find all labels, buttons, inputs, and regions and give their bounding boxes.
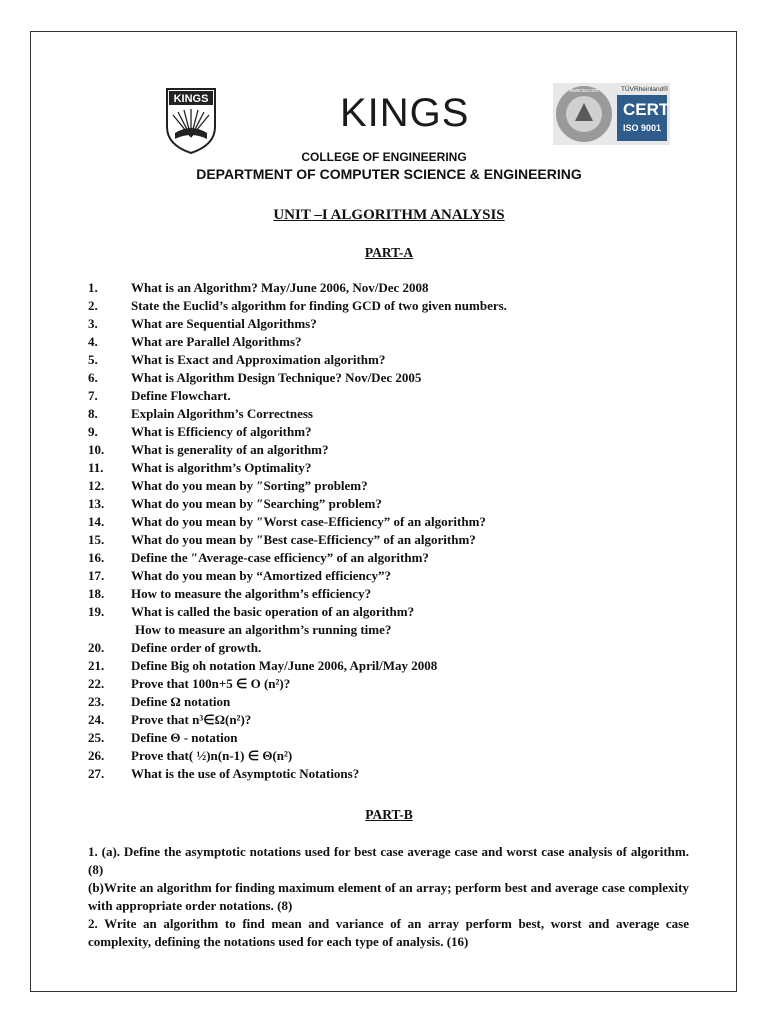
question-number: 3. — [88, 316, 98, 331]
college-title: KINGS — [340, 91, 470, 135]
question-item — [88, 405, 708, 423]
question-text: How to measure an algorithm’s running time? — [135, 622, 392, 637]
kings-logo — [165, 87, 217, 155]
question-text: What are Parallel Algorithms? — [131, 334, 302, 349]
question-number: 19. — [88, 604, 105, 619]
question-text: Explain Algorithm’s Correctness — [131, 406, 313, 421]
part-b-questions — [88, 843, 689, 951]
cert-standard: ISO 9001 — [623, 123, 662, 133]
question-item — [88, 495, 708, 513]
question-text: What do you mean by ″Best case-Efficiency” of an algorithm? — [131, 532, 476, 547]
question-item — [88, 585, 708, 603]
question-text: What is Efficiency of algorithm? — [131, 424, 312, 439]
question-number: 4. — [88, 334, 98, 349]
cert-ring-text: www.tuv.com — [569, 88, 599, 94]
question-text: Define the ″Average-case efficiency” of an algorithm? — [131, 550, 429, 565]
question-item — [88, 369, 708, 387]
question-text: What is Exact and Approximation algorithm? — [131, 352, 386, 367]
question-text: What do you mean by “Amortized efficiency”? — [131, 568, 391, 583]
question-item — [88, 693, 708, 711]
question-item — [88, 423, 708, 441]
question-item — [88, 387, 708, 405]
question-item — [88, 729, 708, 747]
college-subtitle: COLLEGE OF ENGINEERING — [301, 150, 467, 164]
question-text: What is called the basic operation of an algorithm? — [131, 604, 415, 619]
question-item — [88, 441, 708, 459]
question-number: 27. — [88, 766, 105, 781]
question-number: 22. — [88, 676, 105, 691]
question-text: Prove that n³∈Ω(n²)? — [131, 712, 252, 727]
question-text: What is the use of Asymptotic Notations? — [131, 766, 360, 781]
question-item — [88, 639, 708, 657]
question-number: 6. — [88, 370, 98, 385]
question-text: Prove that( ½)n(n-1) ∈ Θ(n²) — [131, 748, 293, 763]
logo-text: KINGS — [173, 93, 209, 105]
cert-brand: TÜVRheinland® — [621, 86, 669, 93]
cert-label: CERT — [623, 100, 670, 119]
question-text: Define order of growth. — [131, 640, 262, 655]
question-number: 20. — [88, 640, 105, 655]
question-item — [88, 351, 708, 369]
question-text: What is Algorithm Design Technique? Nov/Dec 2005 — [131, 370, 422, 385]
question-number: 21. — [88, 658, 105, 673]
question-number: 13. — [88, 496, 105, 511]
question-number: 1. — [88, 280, 98, 295]
question-text: How to measure the algorithm’s efficiency? — [131, 586, 372, 601]
question-number — [88, 621, 131, 639]
question-number: 10. — [88, 442, 105, 457]
question-text: Define Θ - notation — [131, 730, 238, 745]
question-number: 17. — [88, 568, 105, 583]
question-text: State the Euclid’s algorithm for finding GCD of two given numbers. — [131, 298, 507, 313]
question-text: What do you mean by ″Searching” problem? — [131, 496, 382, 511]
part-b-question: 1. (a). Define the asymptotic notations used for best case average case and worst case analysis of algorithm. (8) — [88, 844, 689, 877]
tuv-cert-badge — [553, 83, 670, 145]
question-text: What are Sequential Algorithms? — [131, 316, 317, 331]
part-b-question: 2. Write an algorithm to find mean and variance of an array perform best, worst and average case complexity, defining the notations used for each type of analysis. (16) — [88, 916, 689, 949]
question-item — [88, 531, 708, 549]
department-title: DEPARTMENT OF COMPUTER SCIENCE & ENGINEERING — [196, 166, 582, 182]
question-item — [88, 513, 708, 531]
question-item — [88, 279, 708, 297]
part-b-heading: PART-B — [365, 807, 413, 822]
question-number: 15. — [88, 532, 105, 547]
question-number: 8. — [88, 406, 98, 421]
part-a-question-list — [88, 279, 708, 783]
question-number: 25. — [88, 730, 105, 745]
question-number: 12. — [88, 478, 105, 493]
question-text: Define Flowchart. — [131, 388, 231, 403]
question-text: What is an Algorithm? May/June 2006, Nov/Dec 2008 — [131, 280, 429, 295]
question-number: 7. — [88, 388, 98, 403]
question-number: 26. — [88, 748, 105, 763]
question-number: 18. — [88, 586, 105, 601]
question-text: What do you mean by ″Sorting” problem? — [131, 478, 368, 493]
question-number: 16. — [88, 550, 105, 565]
question-number: 11. — [88, 460, 104, 475]
question-text: Define Big oh notation May/June 2006, April/May 2008 — [131, 658, 438, 673]
question-number: 14. — [88, 514, 105, 529]
question-number: 23. — [88, 694, 105, 709]
part-b-question: (b)Write an algorithm for finding maximum element of an array; perform best and average case complexity with appropriate order notations. (8) — [88, 880, 689, 913]
question-text: What do you mean by ″Worst case-Efficiency” of an algorithm? — [131, 514, 486, 529]
question-item — [88, 711, 708, 729]
question-item — [88, 747, 708, 765]
question-item — [88, 603, 708, 621]
question-text: What is algorithm’s Optimality? — [131, 460, 312, 475]
question-item — [88, 657, 708, 675]
question-item — [88, 549, 708, 567]
question-item — [88, 621, 708, 639]
question-item — [88, 315, 708, 333]
question-item — [88, 333, 708, 351]
question-item — [88, 765, 708, 783]
question-number: 9. — [88, 424, 98, 439]
question-text: Define Ω notation — [131, 694, 231, 709]
question-number: 24. — [88, 712, 105, 727]
unit-title: UNIT –I ALGORITHM ANALYSIS — [273, 207, 505, 223]
question-item — [88, 675, 708, 693]
question-item — [88, 567, 708, 585]
question-item — [88, 459, 708, 477]
question-item — [88, 477, 708, 495]
question-text: What is generality of an algorithm? — [131, 442, 329, 457]
question-text: Prove that 100n+5 ∈ O (n²)? — [131, 676, 291, 691]
question-number: 2. — [88, 298, 98, 313]
question-number: 5. — [88, 352, 98, 367]
part-a-heading: PART-A — [364, 245, 414, 260]
question-item — [88, 297, 708, 315]
